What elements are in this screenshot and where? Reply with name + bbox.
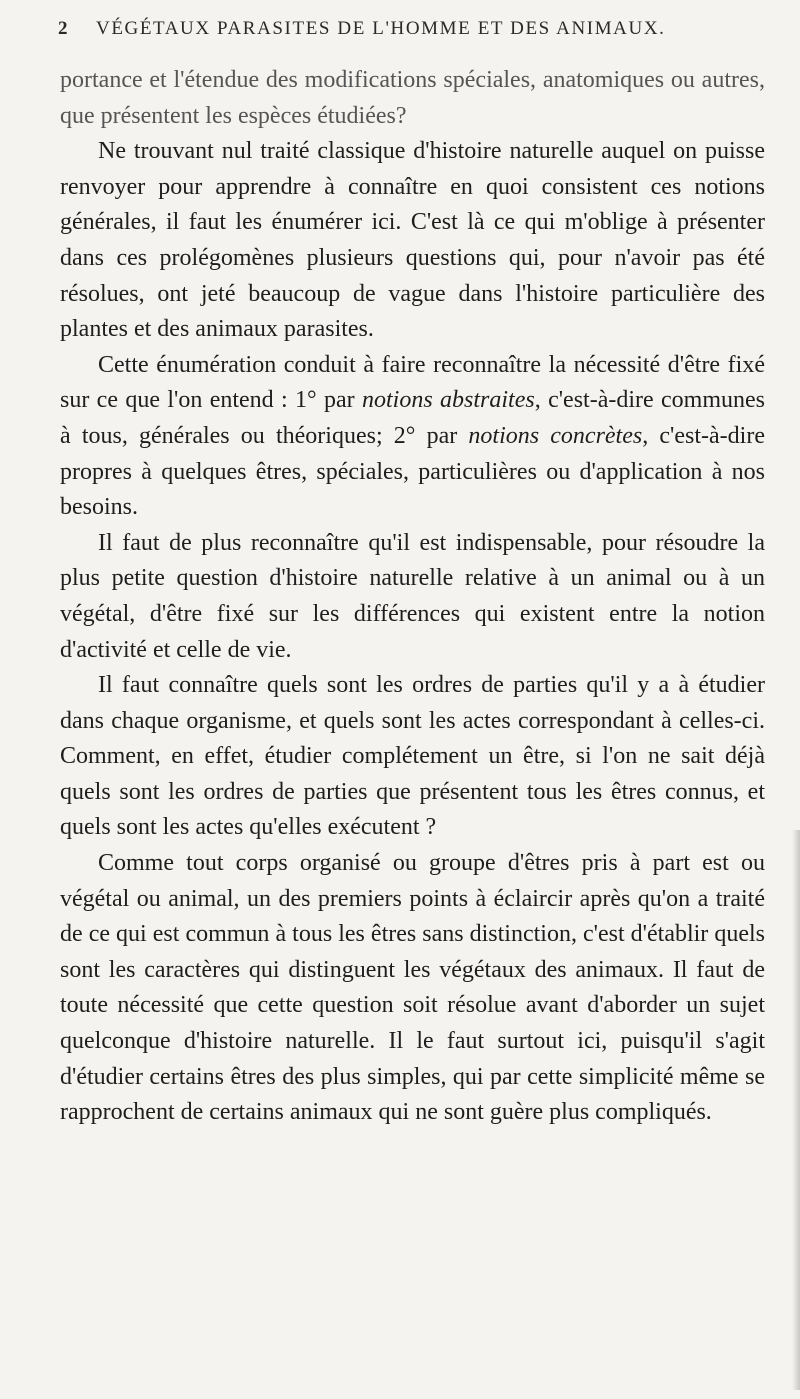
text-run: , c'est-à-dire communes à tous, générales ou théoriques; 2° par [60, 387, 765, 449]
text-run: , c'est-à-dire propres à quelques êtres, spéciales, particulières ou d'application à nos besoins. [60, 422, 765, 521]
text-run: Cette énumération conduit à faire reconnaître la nécessité d'être fixé sur ce que l'on entend : 1° par [60, 351, 765, 414]
page-edge-shadow [792, 830, 800, 1390]
running-head: VÉGÉTAUX PARASITES DE L'HOMME ET DES ANIMAUX. [96, 18, 666, 39]
page-header [58, 18, 758, 48]
body-text [60, 63, 765, 1131]
paragraph: Il faut connaître quels sont les ordres de parties qu'il y a à étudier dans chaque organisme, et quels sont les actes correspondant à celles-ci. Comment, en effet, étudier complétement un être, si l'on ne sait déjà quels sont les ordres de parties que présentent tous les êtres connus, et quels sont les actes qu'elles exécutent ? [60, 672, 765, 841]
paragraph-continuation: portance et l'étendue des modifications spéciales, anatomiques ou autres, que présentent les espèces étudiées? [60, 67, 765, 129]
paragraph: Comme tout corps organisé ou groupe d'êtres pris à part est ou végétal ou animal, un des premiers points à éclaircir après qu'on a traité de ce qui est commun à tous les êtres sans distinction, c'est d'établir quels sont les caractères qui distinguent les végétaux des animaux. Il faut de toute nécessité que cette question soit résolue avant d'aborder un sujet quelconque d'histoire naturelle. Il le faut surtout ici, puisqu'il s'agit d'étudier certains êtres des plus simples, qui par cette simplicité même se rapprochent de certains animaux qui ne sont guère plus compliqués. [60, 850, 765, 1126]
page-number: 2 [58, 18, 70, 39]
emphasis-notions-abstraites: notions abstraites [362, 387, 535, 414]
paragraph: Ne trouvant nul traité classique d'histoire naturelle auquel on puisse renvoyer pour apprendre à connaître en quoi consistent ces notions générales, il faut les énumérer ici. C'est là ce qui m'oblige à présenter dans ces prolégomènes plusieurs questions qui, pour n'avoir pas été résolues, ont jeté beaucoup de vague dans l'histoire particulière des plantes et des animaux parasites. [60, 138, 765, 343]
emphasis-notions-concretes: notions concrètes [468, 422, 643, 449]
paragraph: Il faut de plus reconnaître qu'il est indispensable, pour résoudre la plus petite question d'histoire naturelle relative à un animal ou à un végétal, d'être fixé sur les différences qui existent entre la notion d'activité et celle de vie. [60, 529, 765, 663]
paragraph-notions [60, 348, 765, 526]
